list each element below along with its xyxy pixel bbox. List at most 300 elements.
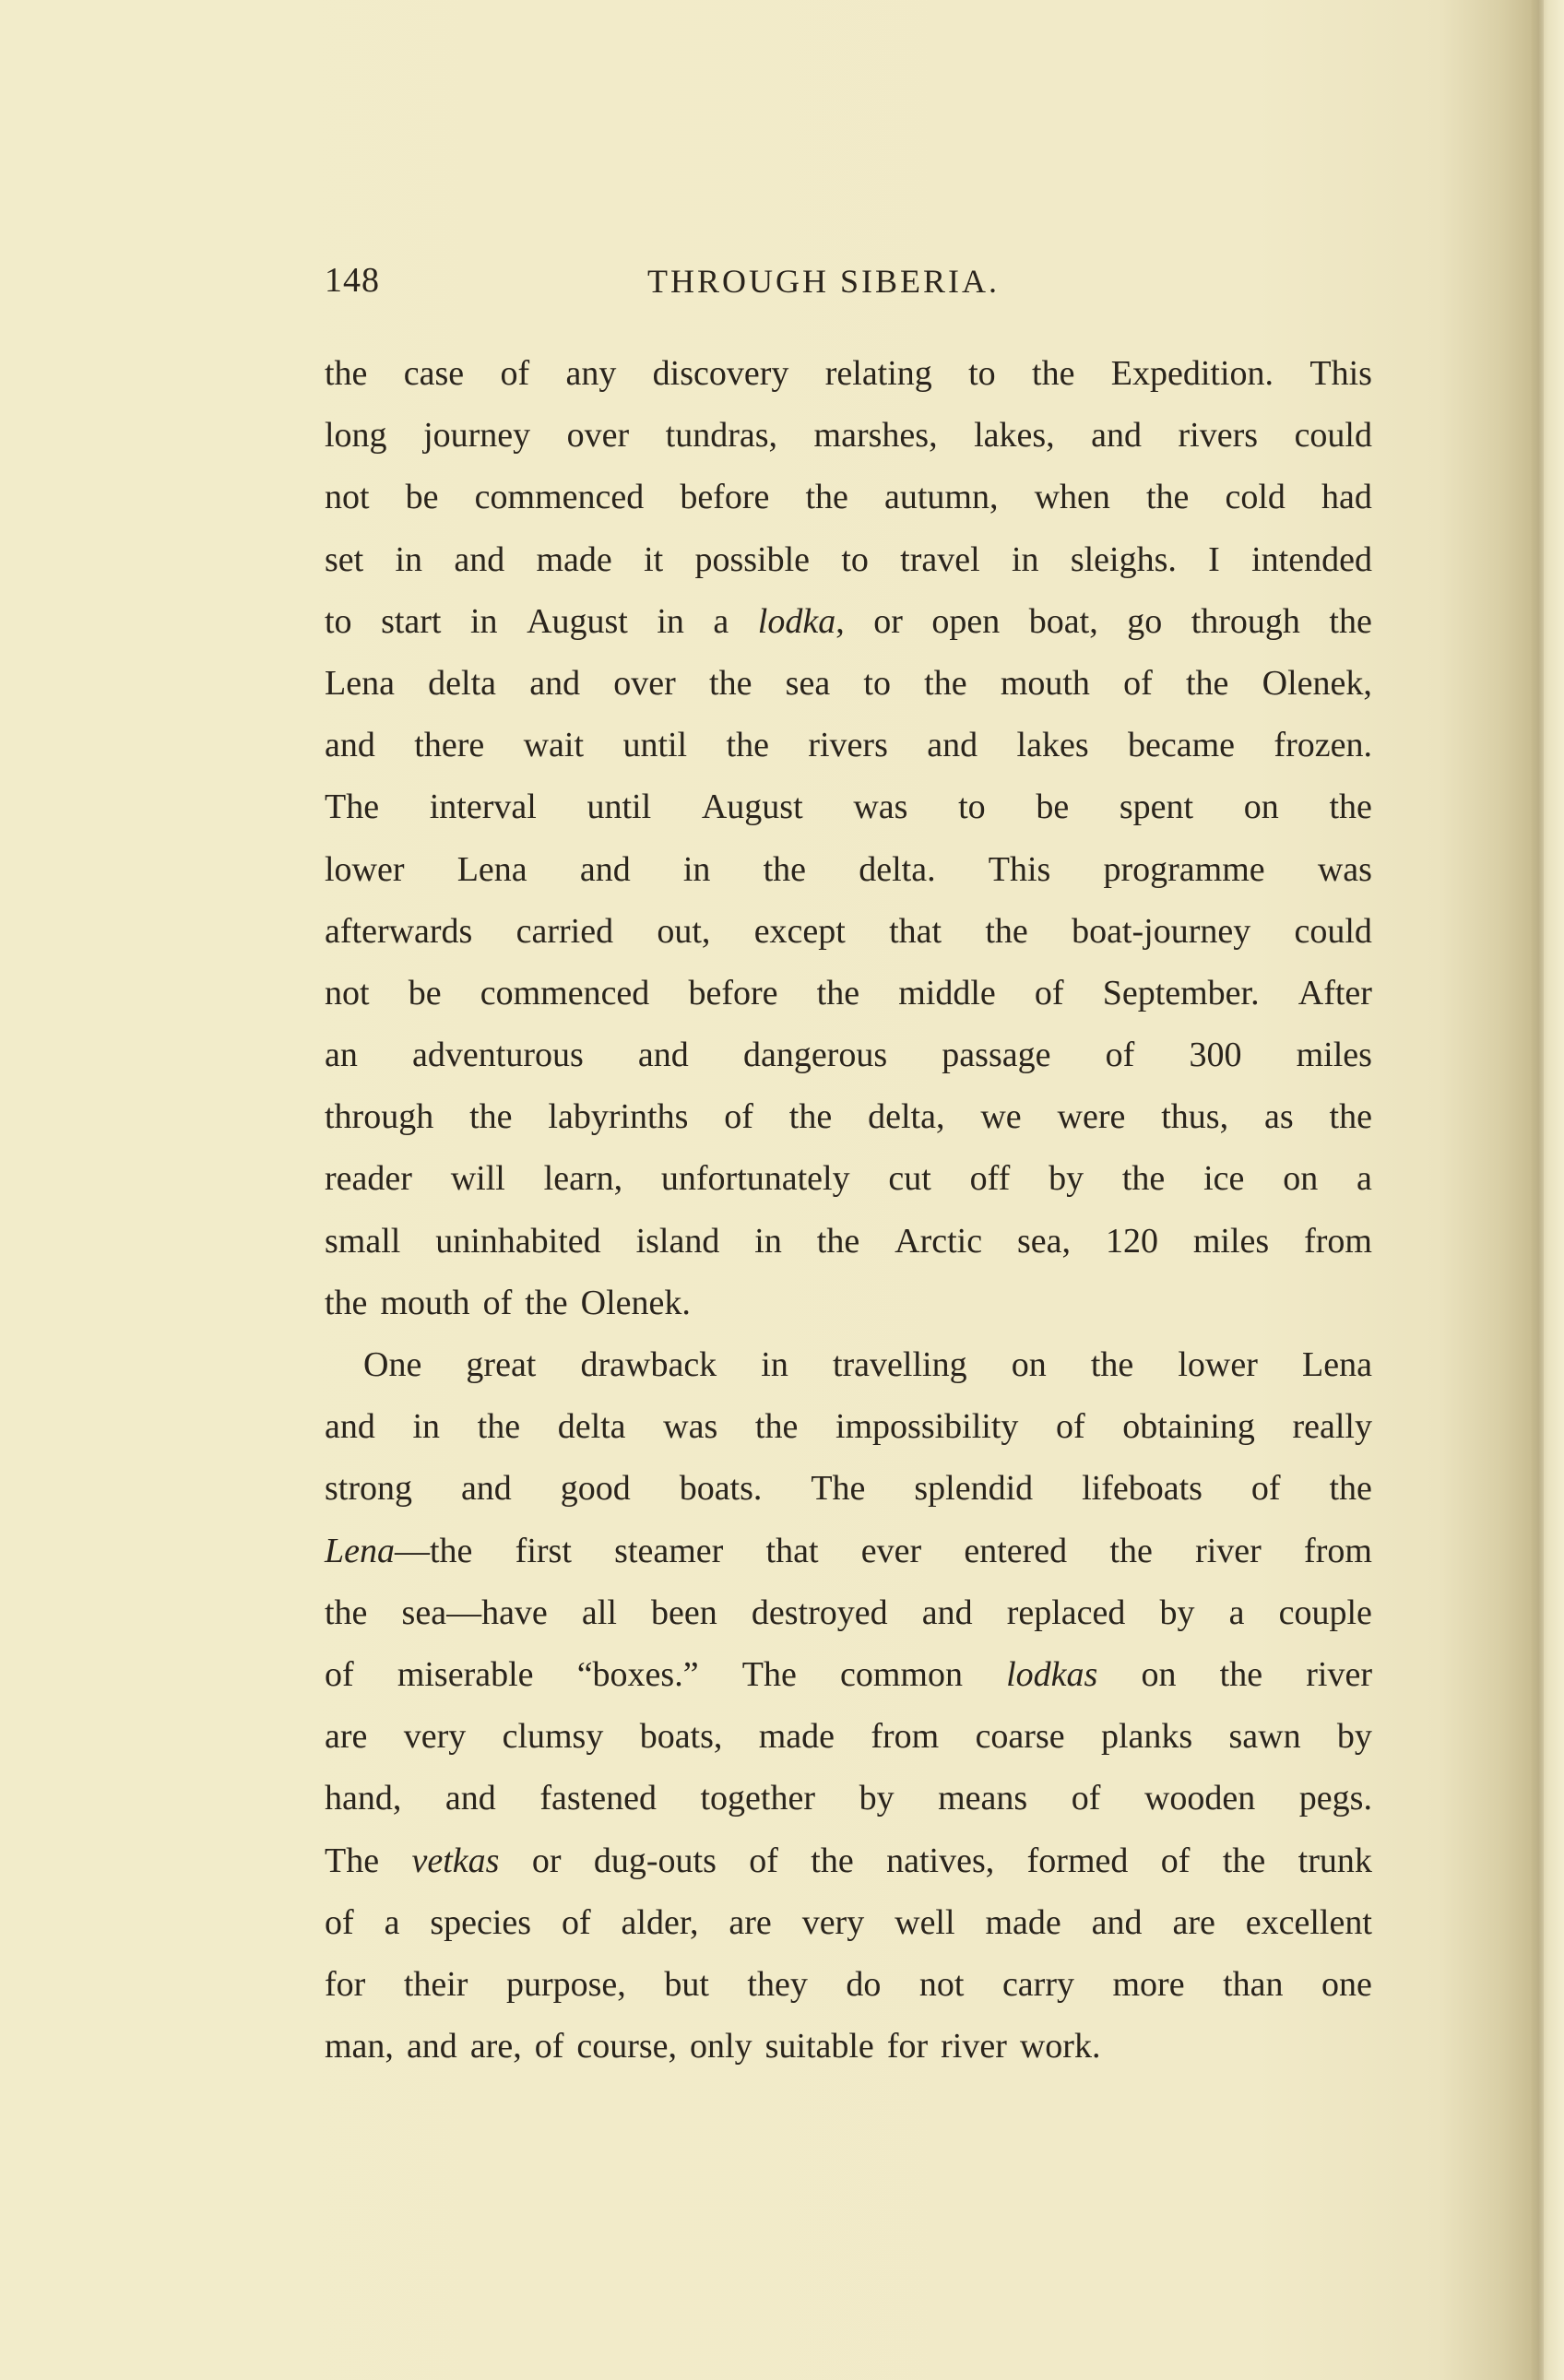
text-line [325,1458,1372,1520]
word: really [1292,1407,1372,1447]
word: common [839,1654,963,1694]
word: through [325,1097,434,1137]
word: will [450,1159,505,1199]
word: for [886,2027,929,2066]
word: frozen. [1274,726,1372,765]
word: vetkas [411,1841,500,1880]
word: impossibility [835,1407,1019,1447]
word: are [325,1717,368,1757]
word: 120 [1105,1221,1158,1261]
word: on [1283,1159,1319,1199]
word: entered [964,1531,1068,1570]
text-line [325,1148,1372,1210]
text-line [325,963,1372,1024]
word: in [682,849,711,889]
word: of [1071,1779,1101,1818]
word: marshes, [813,416,938,456]
word: mouth [380,1283,470,1322]
word: a [1228,1593,1245,1632]
word: off [969,1159,1011,1199]
word: sleighs. [1070,539,1177,579]
word: to [841,539,869,579]
word: a [713,601,729,641]
word: been [651,1593,717,1632]
text-line [325,1396,1372,1458]
word: set [325,539,364,579]
word: not [325,478,370,517]
text-line [325,1644,1372,1706]
word: from [871,1717,940,1757]
word: river [1306,1654,1372,1694]
word: excellent [1245,1902,1372,1942]
word: not [325,973,370,1012]
word: rivers [1178,416,1259,456]
text-line [325,1273,1372,1334]
word: on [1011,1345,1047,1384]
word: destroyed [751,1593,888,1632]
word: the [816,973,860,1012]
word: and [325,726,375,765]
word: planks [1100,1717,1193,1757]
word: rivers [808,726,888,765]
word: sea [785,663,831,703]
text-line [325,1954,1372,2016]
word: of [325,1902,354,1942]
word: open [931,601,1001,641]
word: delta [557,1407,626,1447]
word: we [980,1097,1022,1137]
word: boats. [679,1469,763,1509]
word: purpose, [505,1964,626,2004]
word: steamer [614,1531,724,1570]
word: do [846,1964,882,2004]
word: on [1141,1654,1177,1694]
word: the [1329,1097,1372,1137]
word: for [325,1964,366,2004]
word: a [1356,1159,1372,1199]
word: the [1186,663,1229,703]
word: had [1321,478,1372,517]
word: unfortunately [660,1159,850,1199]
word: miles [1296,1036,1372,1075]
word: the [1329,787,1372,827]
word: any [565,354,617,393]
word: until [622,726,688,765]
word: afterwards [325,911,473,951]
word: the [1329,1469,1372,1509]
word: hand, [325,1779,402,1818]
word: clumsy [502,1717,604,1757]
text-line [325,1768,1372,1829]
word: the [1222,1841,1266,1880]
word: are [729,1902,772,1942]
word: that [889,911,942,951]
page-header [325,260,1372,304]
word: very [403,1717,467,1757]
word: was [1317,849,1372,889]
word: case [403,354,465,393]
word: go [1127,601,1163,641]
word: the [1145,478,1190,517]
word: reader [325,1159,412,1199]
text-line [325,1024,1372,1086]
word: programme [1103,849,1265,889]
word: relating [824,354,932,393]
word: they [747,1964,808,2004]
word: Expedition. [1110,354,1274,393]
word: commenced [474,478,645,517]
word: long [325,416,387,456]
text-line [325,1334,1372,1396]
word: Olenek, [1262,663,1372,703]
text-line [325,591,1372,653]
word: or [531,1841,562,1880]
word: ever [860,1531,922,1570]
word: made [536,539,612,579]
word: or [873,601,903,641]
word: of [500,354,530,393]
text-line [325,1706,1372,1768]
word: it [644,539,664,579]
word: travel [900,539,980,579]
word: uninhabited [435,1221,601,1261]
text-line [325,1830,1372,1892]
word: river [941,2027,1007,2066]
word: lakes [1016,726,1089,765]
word: man, [325,2027,394,2066]
word: dug-outs [593,1841,717,1880]
text-line [325,467,1372,528]
word: than [1223,1964,1284,2004]
word: there [414,726,485,765]
word: delta [428,663,497,703]
word: be [405,478,439,517]
word: autumn, [883,478,999,517]
word: means [938,1779,1028,1818]
word: the [788,1097,833,1137]
word: coarse [975,1717,1065,1757]
word: August [701,787,803,827]
text-line [325,1582,1372,1644]
word: in [470,601,498,641]
word: of [749,1841,778,1880]
word: and [1091,416,1143,456]
word: as [1263,1097,1294,1137]
word: in [395,539,423,579]
word: in [1011,539,1039,579]
word: delta. [859,849,936,889]
word: before [680,478,770,517]
word: more [1112,1964,1185,2004]
word: boats, [639,1717,723,1757]
word: The [325,1841,380,1880]
word: lifeboats [1082,1469,1203,1509]
word: of [561,1902,591,1942]
word: the [726,726,769,765]
word: through [1191,601,1300,641]
word: and [406,2027,457,2066]
word: thus, [1161,1097,1229,1137]
word: August [527,601,628,641]
word: miles [1192,1221,1270,1261]
word: Lena [325,663,395,703]
word: trunk [1297,1841,1372,1880]
word: from [1304,1221,1372,1261]
word: an [325,1036,358,1075]
word: work. [1019,2027,1101,2066]
word: possible [694,539,811,579]
word: lodka, [757,601,845,641]
word: one [1321,1964,1372,2004]
word: interval [429,787,537,827]
word: great [466,1345,537,1384]
word: made [758,1717,835,1757]
word: the [763,849,807,889]
word: from [1304,1531,1372,1570]
word: in [761,1345,788,1384]
word: only [690,2027,752,2066]
word: sawn [1228,1717,1301,1757]
word: of [482,1283,513,1322]
word: to [958,787,986,827]
word: but [664,1964,709,2004]
word: the [805,478,848,517]
word: spent [1119,787,1194,827]
word: cold [1225,478,1286,517]
word: to [968,354,996,393]
word: could [1294,911,1372,951]
word: island [635,1221,720,1261]
word: until [586,787,652,827]
text-line [325,2016,1372,2078]
word: in [657,601,684,641]
word: that [765,1531,819,1570]
word: obtaining [1122,1407,1255,1447]
word: of [1056,1407,1085,1447]
word: be [408,973,442,1012]
word: intended [1251,539,1372,579]
text-line [325,776,1372,838]
word: be [1036,787,1070,827]
word: the [325,1593,368,1632]
word: cut [888,1159,931,1199]
text-line [325,653,1372,715]
text-line [325,343,1372,405]
word: Arctic [895,1221,983,1261]
word: the [525,1283,568,1322]
word: wait [523,726,585,765]
word: of [1160,1841,1191,1880]
word: the [709,663,752,703]
word: lower [325,849,405,889]
word: species [430,1902,532,1942]
word: replaced [1006,1593,1126,1632]
word: natives, [886,1841,995,1880]
word: well [895,1902,955,1942]
word: travelling [832,1345,967,1384]
word: The [811,1469,866,1509]
word: boat, [1028,601,1098,641]
word: dangerous [742,1036,888,1075]
word: strong [325,1469,412,1509]
word: sea—have [401,1593,548,1632]
word: the [1219,1654,1263,1694]
word: miserable [397,1654,534,1694]
text-line [325,1211,1372,1273]
word: wooden [1143,1779,1256,1818]
running-title: THROUGH SIBERIA. [647,263,1001,300]
word: by [1049,1159,1084,1199]
word: small [325,1221,401,1261]
page-edge-shadow [1531,0,1544,2380]
word: and [460,1469,512,1509]
word: to [325,601,352,641]
word: and [444,1779,496,1818]
word: lodkas [1006,1654,1098,1694]
word: on [1243,787,1279,827]
word: and [529,663,581,703]
word: were [1057,1097,1126,1137]
text-line [325,901,1372,963]
word: September. [1102,973,1260,1012]
word: could [1294,416,1372,456]
word: the [477,1407,521,1447]
word: became [1128,726,1236,765]
word: delta, [868,1097,945,1137]
word: not [918,1964,965,2004]
word: “boxes.” [576,1654,699,1694]
word: The [325,787,380,827]
word: I [1208,539,1220,579]
word: out, [657,911,711,951]
word: to [863,663,891,703]
word: Lena [1302,1345,1372,1384]
word: a [384,1902,400,1942]
word: and [579,849,631,889]
word: the [754,1407,799,1447]
body-text [325,343,1372,2078]
word: the [811,1841,854,1880]
text-line [325,529,1372,591]
page-number: 148 [325,261,380,300]
word: by [859,1779,895,1818]
word: 300 [1189,1036,1242,1075]
word: of [1105,1036,1135,1075]
word: discovery [652,354,789,393]
word: fastened [539,1779,657,1818]
word: commenced [480,973,650,1012]
word: couple [1278,1593,1372,1632]
word: journey [423,416,531,456]
word: and [325,1407,375,1447]
word: course, [576,2027,678,2066]
word: This [988,849,1051,889]
word: boat-journey [1072,911,1251,951]
word: the [985,911,1028,951]
word: and [454,539,505,579]
word: tundras, [665,416,778,456]
word: alder, [621,1902,699,1942]
word: learn, [543,1159,623,1199]
word: formed [1026,1841,1129,1880]
word: of [534,2027,564,2066]
word: the [1329,601,1372,641]
word: Olenek. [580,1283,691,1322]
word: when [1034,478,1110,517]
word: before [688,973,778,1012]
word: was [853,787,908,827]
word: of [1250,1469,1281,1509]
word: of [724,1097,753,1137]
word: the [469,1097,513,1137]
word: the [1109,1531,1153,1570]
word: of [1034,973,1064,1012]
word: very [801,1902,865,1942]
word: After [1297,973,1372,1012]
word: suitable [764,2027,874,2066]
word: their [403,1964,468,2004]
text-line [325,1892,1372,1954]
word: good [560,1469,631,1509]
word: except [753,911,846,951]
word: river [1195,1531,1262,1570]
word: Lena [456,849,527,889]
text-line [325,1086,1372,1148]
word: One [363,1345,422,1384]
word: in [754,1221,782,1261]
word: in [412,1407,441,1447]
word: carried [515,911,614,951]
word: and [921,1593,973,1632]
word: and [927,726,978,765]
text-line [325,839,1372,901]
word: pegs. [1298,1779,1372,1818]
text-line [325,405,1372,467]
word: first [515,1531,572,1570]
word: middle [898,973,996,1012]
word: ice [1203,1159,1245,1199]
word: was [663,1407,718,1447]
word: made [985,1902,1061,1942]
word: the [1032,354,1075,393]
word: lakes, [974,416,1055,456]
word: over [566,416,630,456]
word: the [924,663,967,703]
word: adventurous [412,1036,584,1075]
word: labyrinths [548,1097,689,1137]
word: are, [469,2027,522,2066]
word: of [325,1654,354,1694]
word: the [325,1283,368,1322]
word: sea, [1017,1221,1072,1261]
word: Lena—the [325,1531,473,1570]
word: start [381,601,442,641]
word: by [1336,1717,1372,1757]
word: are [1172,1902,1215,1942]
word: the [1121,1159,1166,1199]
word: of [1123,663,1153,703]
word: passage [942,1036,1051,1075]
text-line [325,1521,1372,1582]
word: This [1309,354,1372,393]
word: splendid [914,1469,1034,1509]
word: lower [1178,1345,1258,1384]
word: the [325,354,368,393]
word: the [1090,1345,1134,1384]
word: and [637,1036,689,1075]
word: and [1091,1902,1143,1942]
word: over [613,663,676,703]
